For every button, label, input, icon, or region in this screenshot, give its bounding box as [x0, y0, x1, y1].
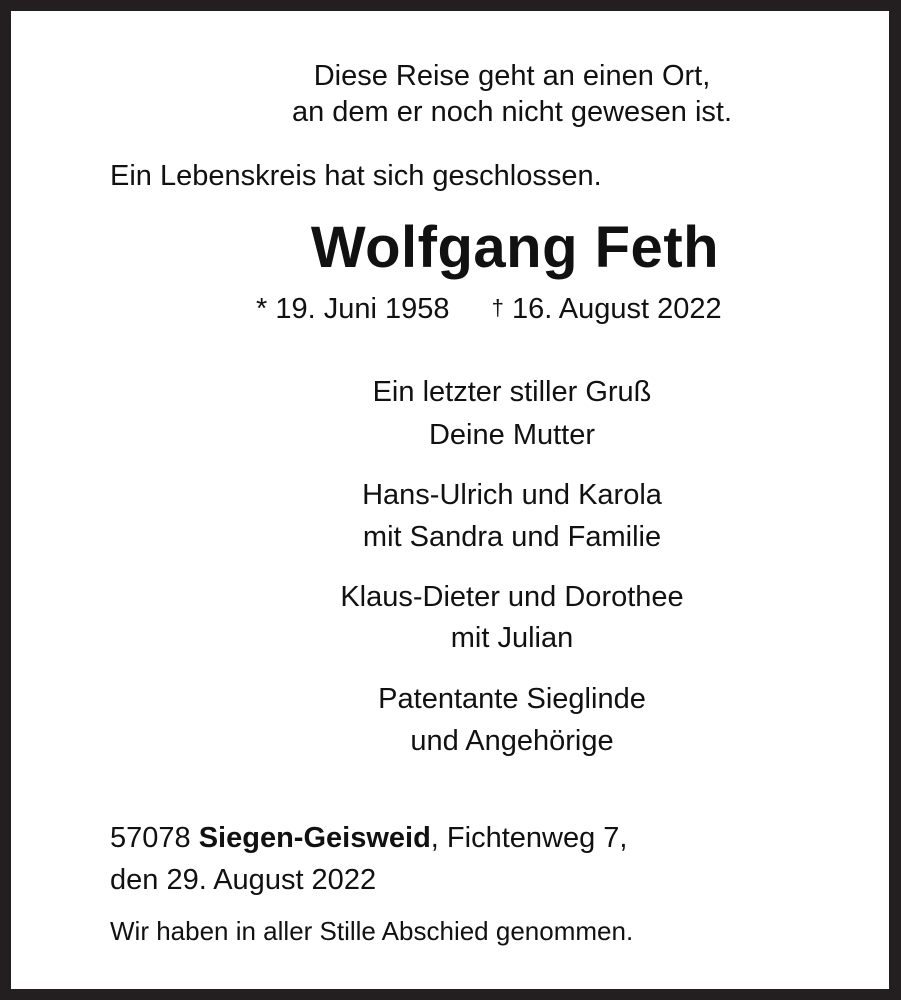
- life-dates: [256, 291, 722, 326]
- obituary-notice: [11, 11, 889, 989]
- mourner-4-line-2: und Angehörige: [410, 725, 614, 757]
- mourner-1-line-2: Deine Mutter: [428, 419, 595, 451]
- intro-text: Ein Lebenskreis hat sich geschlossen.: [110, 160, 602, 192]
- mourner-3-line-1: Klaus-Dieter und Dorothee: [340, 581, 684, 613]
- street: , Fichtenweg 7,: [430, 822, 628, 854]
- date-line: den 29. August 2022: [110, 864, 377, 896]
- mourner-2-line-2: mit Sandra und Familie: [362, 521, 662, 553]
- quote-line-1: Diese Reise geht an einen Ort,: [313, 60, 711, 92]
- mourner-1-line-1: Ein letzter stiller Gruß: [372, 376, 652, 408]
- deceased-name: Wolfgang Feth: [310, 215, 720, 280]
- quote-line-2: an dem er noch nicht gewesen ist.: [291, 96, 733, 128]
- death-date: 16. August 2022: [511, 293, 722, 325]
- city: Siegen-Geisweid: [198, 822, 431, 854]
- mourner-2-line-1: Hans-Ulrich und Karola: [362, 479, 662, 511]
- birth-date: 19. Juni 1958: [275, 293, 450, 325]
- mourner-4-line-1: Patentante Sieglinde: [378, 683, 646, 715]
- mourner-3-line-2: mit Julian: [450, 622, 574, 654]
- death-cross-icon: †: [491, 295, 504, 320]
- address-line: [110, 821, 627, 855]
- postal-code: 57078: [110, 822, 191, 854]
- birth-symbol: *: [256, 293, 268, 325]
- closing-text: Wir haben in aller Stille Abschied genommen.: [110, 916, 634, 946]
